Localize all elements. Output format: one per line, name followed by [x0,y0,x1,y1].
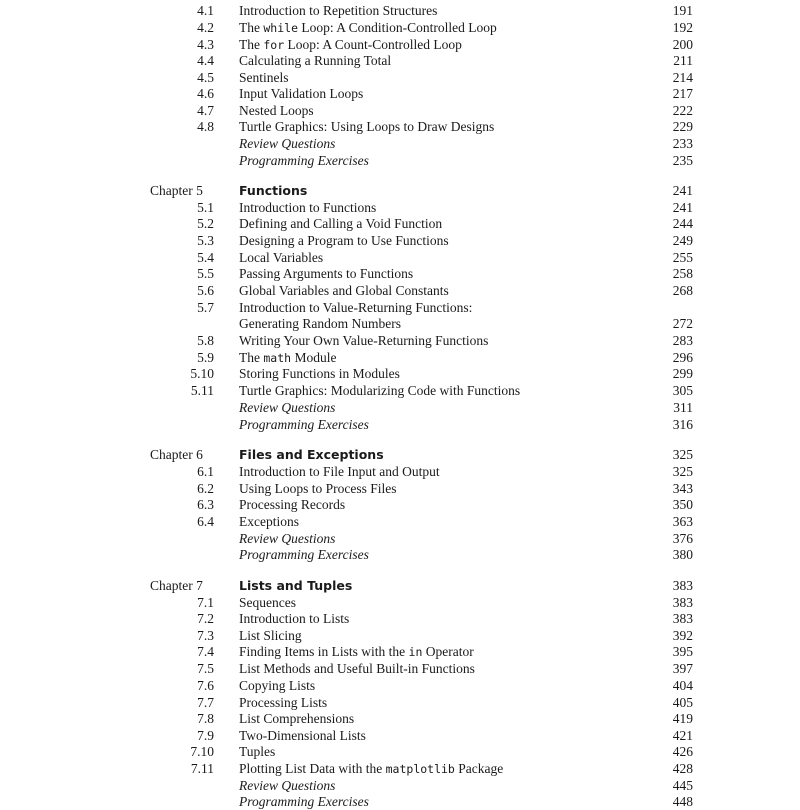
toc-entry-row [0,594,800,611]
section-title: Sequences [239,595,296,610]
section-title: Tuples [239,744,276,759]
page-number: 426 [672,744,693,759]
section-title: Defining and Calling a Void Function [239,216,443,231]
page-number: 191 [672,3,693,18]
chapter-title: Files and Exceptions [239,447,384,462]
section-title: Local Variables [239,250,324,265]
toc-entry-row [0,19,800,36]
section-number: 5.6 [197,283,214,298]
page-number: 299 [672,366,693,381]
page-number: 296 [672,350,693,365]
section-title: List Comprehensions [239,711,355,726]
page-number: 395 [672,644,693,659]
toc-entry-row [0,135,800,152]
toc-entry-row [0,546,800,563]
toc-entry-row [0,463,800,480]
toc-entry-row [0,610,800,627]
page-number: 305 [672,383,693,398]
toc-entry-row [0,496,800,513]
toc-entry-row [0,299,800,316]
section-number: 7.3 [197,628,214,643]
toc-entry-row [0,85,800,102]
page-number: 255 [672,250,693,265]
section-number: 6.3 [197,497,214,512]
section-number: 5.5 [197,266,214,281]
toc-entry-row [0,694,800,711]
toc-entry-row [0,793,800,810]
page-number: 448 [672,794,693,809]
page-number: 383 [672,578,693,593]
section-title: Nested Loops [239,103,314,118]
section-title: Generating Random Numbers [239,316,401,331]
page-number: 405 [672,695,693,710]
page-number: 383 [672,595,693,610]
page-number: 419 [672,711,693,726]
section-number: 6.4 [197,514,214,529]
toc-entry-row [0,530,800,547]
section-title: Input Validation Loops [239,86,364,101]
page-number: 258 [672,266,693,281]
page-number: 397 [672,661,693,676]
page-number: 445 [672,778,693,793]
chapter-title: Lists and Tuples [239,578,353,593]
code-keyword: for [263,38,285,52]
page-number: 325 [672,447,693,462]
page-number: 311 [673,400,693,415]
toc-entry-row [0,2,800,19]
section-number: 7.6 [197,678,214,693]
page-number: 192 [672,20,693,35]
section-title: Plotting List Data with the matplotlib Package [239,761,504,776]
section-title: Review Questions [239,778,336,793]
page-number: 233 [672,136,693,151]
page-number: 229 [672,119,693,134]
section-title: Programming Exercises [239,547,369,562]
section-title: The math Module [239,350,337,365]
section-title: Review Questions [239,531,336,546]
section-title: Calculating a Running Total [239,53,392,68]
toc-entry-row [0,199,800,216]
section-number: 6.2 [197,481,214,496]
toc-entry-row [0,365,800,382]
section-number: 5.3 [197,233,214,248]
toc-entry-row [0,118,800,135]
page-number: 222 [672,103,693,118]
page-number: 316 [672,417,693,432]
section-number: 4.7 [197,103,214,118]
section-title: List Methods and Useful Built-in Functions [239,661,475,676]
toc-entry-row [0,52,800,69]
section-number: 7.11 [190,761,214,776]
section-title: Programming Exercises [239,794,369,809]
section-number: 7.9 [197,728,214,743]
section-number: 5.1 [197,200,214,215]
section-number: 5.9 [197,350,214,365]
section-title: Designing a Program to Use Functions [239,233,449,248]
page-number: 244 [672,216,693,231]
section-title: Turtle Graphics: Using Loops to Draw Designs [239,119,495,134]
section-title: Introduction to Repetition Structures [239,3,438,18]
page-number: 249 [672,233,693,248]
page-number: 383 [672,611,693,626]
section-title: Processing Lists [239,695,328,710]
section-number: 7.10 [190,744,214,759]
section-number: 5.7 [197,300,214,315]
page-number: 235 [672,153,693,168]
section-title: The while Loop: A Condition-Controlled Loop [239,20,497,35]
section-title: List Slicing [239,628,302,643]
chapter-label: Chapter 5 [150,183,203,198]
toc-entry-row [0,249,800,266]
code-keyword: math [263,351,292,365]
page-number: 214 [672,70,693,85]
toc-entry-row [0,265,800,282]
section-number: 5.8 [197,333,214,348]
toc-entry-row [0,232,800,249]
section-number: 4.2 [197,20,214,35]
section-title: The for Loop: A Count-Controlled Loop [239,37,462,52]
page-number: 404 [672,678,693,693]
toc-entry-row [0,710,800,727]
toc-entry-row [0,416,800,433]
section-title: Programming Exercises [239,153,369,168]
section-title: Sentinels [239,70,289,85]
section-title: Two-Dimensional Lists [239,728,366,743]
section-title: Using Loops to Process Files [239,481,397,496]
section-number: 5.2 [197,216,214,231]
page-number: 200 [672,37,693,52]
toc-chapter-row [0,446,800,463]
page-number: 211 [673,53,693,68]
section-number: 5.10 [190,366,214,381]
page-number: 421 [672,728,693,743]
page-number: 343 [672,481,693,496]
code-keyword: while [263,21,298,35]
section-number: 5.11 [190,383,214,398]
section-title: Global Variables and Global Constants [239,283,449,298]
page-number: 217 [672,86,693,101]
section-title: Processing Records [239,497,346,512]
section-title: Finding Items in Lists with the in Operator [239,644,474,659]
toc-entry-row [0,399,800,416]
page-number: 283 [672,333,693,348]
page-number: 363 [672,514,693,529]
section-number: 7.1 [197,595,214,610]
section-number: 4.5 [197,70,214,85]
page-number: 241 [672,183,693,198]
toc-entry-row [0,382,800,399]
section-title: Introduction to Value-Returning Functions: [239,300,473,315]
toc-entry-row [0,36,800,53]
toc-entry-row [0,102,800,119]
section-number: 7.2 [197,611,214,626]
page-number: 428 [672,761,693,776]
section-number: 6.1 [197,464,214,479]
section-title: Copying Lists [239,678,316,693]
code-keyword: matplotlib [385,762,455,776]
section-number: 4.4 [197,53,214,68]
section-number: 4.8 [197,119,214,134]
section-number: 4.3 [197,37,214,52]
toc-entry-row [0,743,800,760]
section-number: 7.7 [197,695,214,710]
section-number: 7.8 [197,711,214,726]
page-number: 350 [672,497,693,512]
toc-entry-row [0,513,800,530]
toc-chapter-row [0,577,800,594]
section-title: Passing Arguments to Functions [239,266,414,281]
page-number: 268 [672,283,693,298]
toc-entry-row [0,677,800,694]
section-title: Turtle Graphics: Modularizing Code with Functions [239,383,521,398]
toc-entry-row [0,69,800,86]
toc-entry-row [0,777,800,794]
section-number: 5.4 [197,250,214,265]
section-title: Review Questions [239,136,336,151]
section-title: Introduction to Lists [239,611,350,626]
page-number: 380 [672,547,693,562]
toc-entry-row [0,332,800,349]
page-number: 325 [672,464,693,479]
chapter-label: Chapter 7 [150,578,203,593]
page-number: 241 [672,200,693,215]
section-title: Exceptions [239,514,299,529]
chapter-title: Functions [239,183,308,198]
section-title: Storing Functions in Modules [239,366,400,381]
section-number: 4.1 [197,3,214,18]
toc-chapter-row [0,182,800,199]
section-title: Review Questions [239,400,336,415]
page-number: 272 [672,316,693,331]
section-title: Programming Exercises [239,417,369,432]
toc-entry-row [0,727,800,744]
page-number: 376 [672,531,693,546]
chapter-label: Chapter 6 [150,447,203,462]
code-keyword: in [408,645,423,659]
section-title: Writing Your Own Value-Returning Functions [239,333,489,348]
toc-entry-row [0,643,800,660]
section-number: 7.4 [197,644,214,659]
section-title: Introduction to Functions [239,200,377,215]
toc-entry-row [0,627,800,644]
section-number: 4.6 [197,86,214,101]
toc-entry-row [0,315,800,332]
toc-entry-row [0,480,800,497]
toc-entry-row [0,660,800,677]
toc-entry-row [0,349,800,366]
page-number: 392 [672,628,693,643]
section-title: Introduction to File Input and Output [239,464,440,479]
toc-entry-row [0,215,800,232]
toc-entry-row [0,282,800,299]
toc-entry-row [0,152,800,169]
section-number: 7.5 [197,661,214,676]
toc-entry-row [0,760,800,777]
